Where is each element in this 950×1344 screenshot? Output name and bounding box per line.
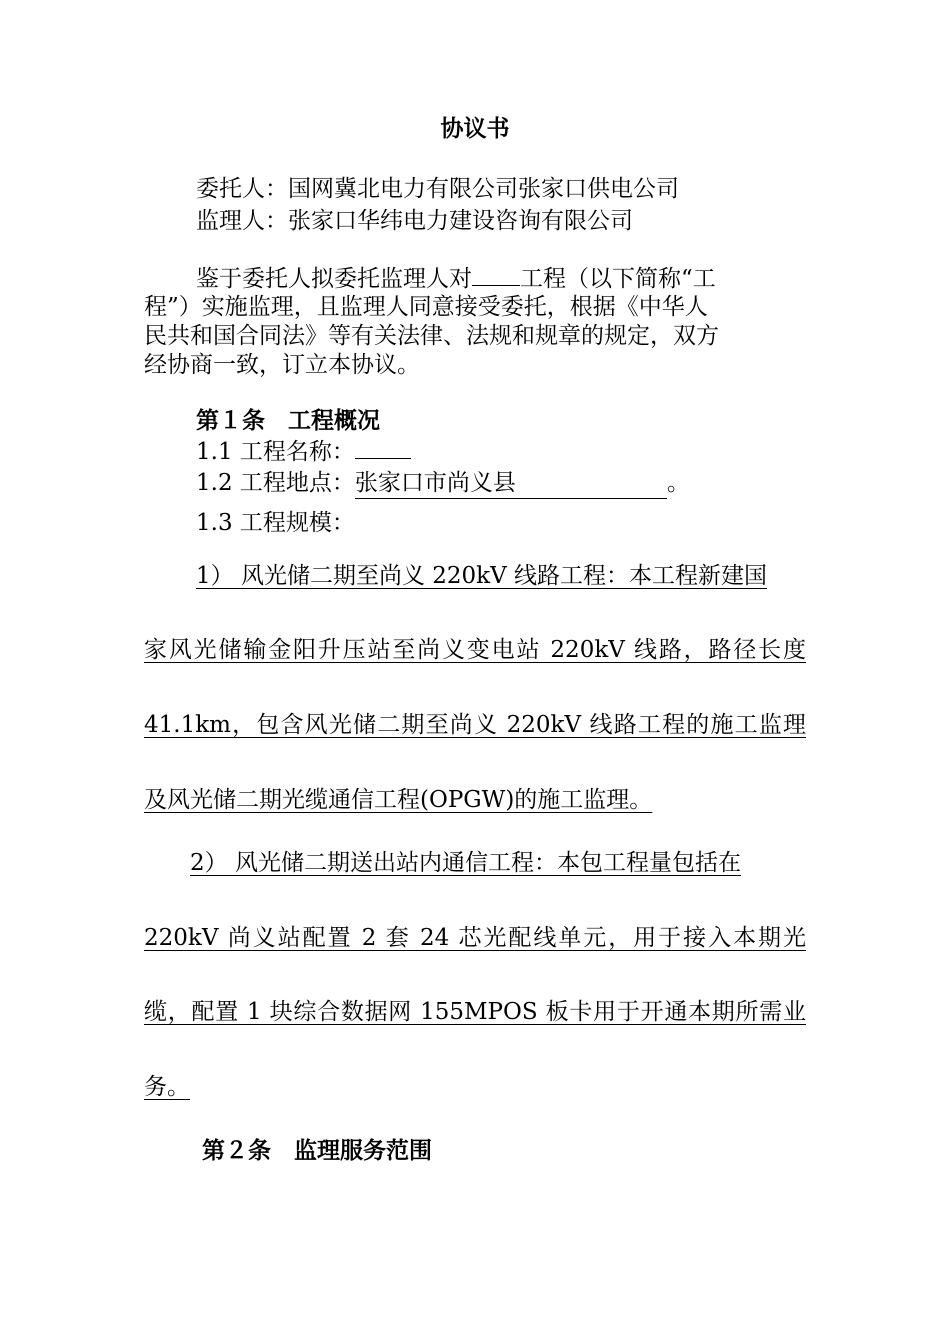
- item-1-3: 1.3 工程规模：: [196, 510, 355, 536]
- scope-1-line-4: 及风光储二期光缆通信工程(OPGW)的施工监理。: [144, 787, 653, 813]
- item-label: 1.2 工程地点：: [196, 470, 355, 496]
- client-label: 委托人：: [196, 176, 288, 202]
- supervisor-label: 监理人：: [196, 208, 288, 234]
- scope-1-line-3: 41.1km，包含风光储二期至尚义 220kV 线路工程的施工监理: [144, 712, 806, 738]
- preamble-line-1: [196, 263, 716, 294]
- article-1-heading: 第１条 工程概况: [196, 407, 380, 434]
- item-end: 。: [666, 470, 690, 496]
- scope-2-line-1: 2） 风光储二期送出站内通信工程：本包工程量包括在: [190, 850, 741, 876]
- preamble-line-2: 程”）实施监理，且监理人同意接受委托，根据《中华人: [144, 294, 708, 320]
- item-1-1: [196, 436, 411, 467]
- item-1-2: [196, 468, 690, 499]
- project-location-field: 张家口市尚义县: [355, 468, 667, 499]
- article-2-heading: 第２条 监理服务范围: [202, 1137, 432, 1164]
- scope-2-line-4: 务。: [144, 1074, 190, 1100]
- preamble-text: 工程（以下简称“工: [520, 266, 716, 292]
- supervisor-name: 张家口华纬电力建设咨询有限公司: [288, 208, 633, 234]
- preamble-line-4: 经协商一致，订立本协议。: [144, 352, 420, 378]
- scope-2-line-2: 220kV 尚义站配置 2 套 24 芯光配线单元，用于接入本期光: [144, 925, 806, 951]
- supervisor-line: [196, 206, 633, 236]
- client-name: 国网冀北电力有限公司张家口供电公司: [288, 176, 679, 202]
- scope-2-line-3: 缆，配置 1 块综合数据网 155MPOS 板卡用于开通本期所需业: [144, 999, 806, 1025]
- project-name-field: [355, 436, 411, 459]
- scope-1-line-1: 1） 风光储二期至尚义 220kV 线路工程：本工程新建国: [196, 563, 768, 589]
- preamble-line-3: 民共和国合同法》等有关法律、法规和规章的规定，双方: [144, 323, 719, 349]
- item-label: 1.1 工程名称：: [196, 439, 355, 465]
- preamble-text: 鉴于委托人拟委托监理人对: [196, 266, 472, 292]
- project-name-blank: [472, 263, 520, 286]
- client-line: [196, 174, 679, 204]
- scope-1-line-2: 家风光储输金阳升压站至尚义变电站 220kV 线路，路径长度: [144, 637, 806, 663]
- document-title: 协议书: [440, 115, 510, 142]
